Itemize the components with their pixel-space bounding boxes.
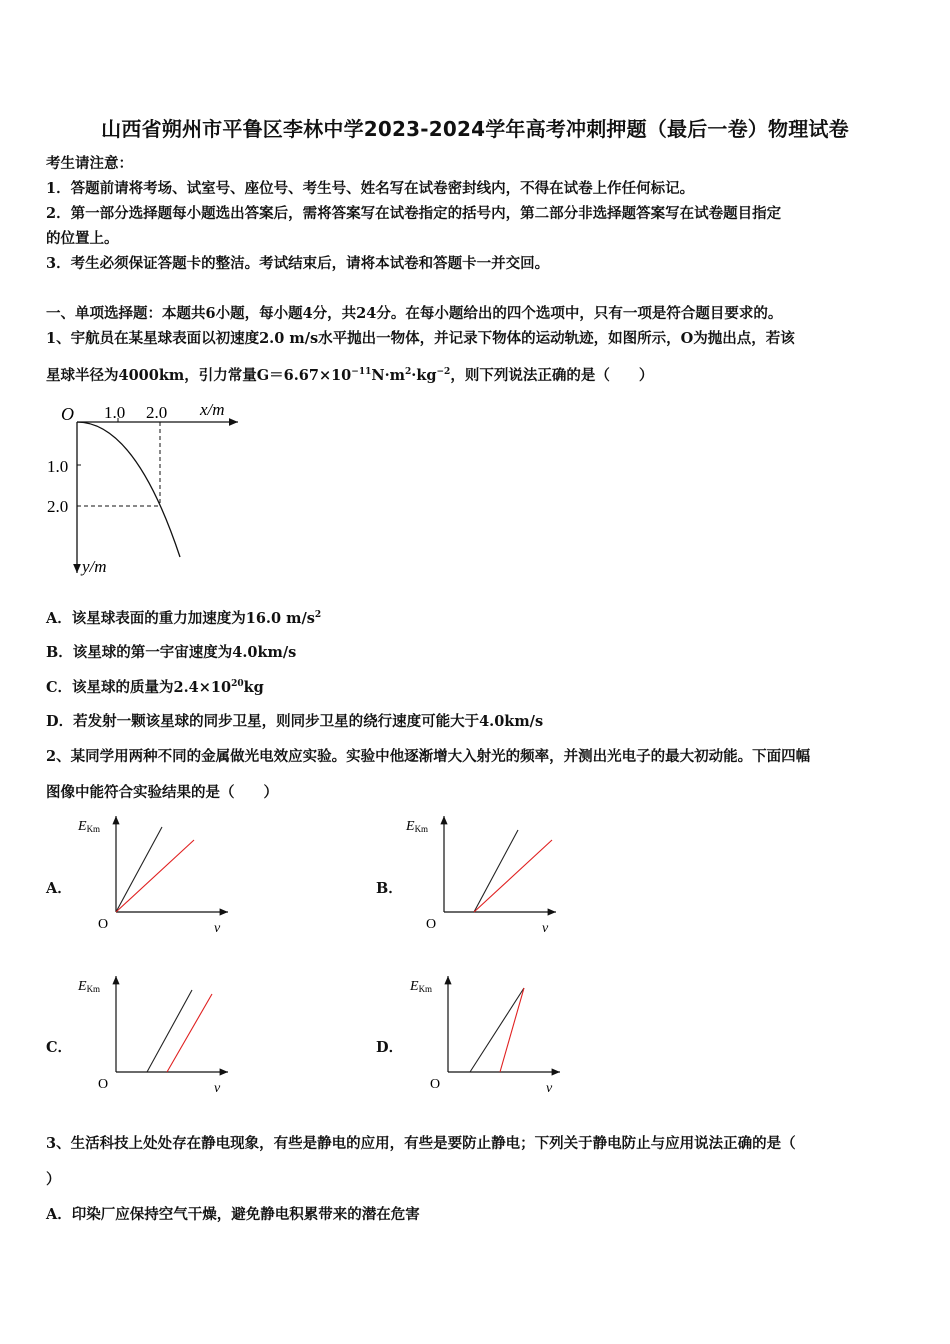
q2-graph-b bbox=[398, 810, 568, 935]
svg-text:O: O bbox=[98, 1077, 109, 1092]
line-metal-1 bbox=[147, 990, 192, 1072]
x-axis-label: x/m bbox=[200, 400, 225, 419]
line-metal-2 bbox=[167, 994, 212, 1072]
origin-label: O bbox=[61, 404, 74, 424]
trajectory-curve bbox=[77, 422, 180, 557]
svg-text:O: O bbox=[98, 917, 109, 932]
y-axis-label: y/m bbox=[82, 557, 107, 576]
x-tick-2: 2.0 bbox=[146, 403, 168, 422]
notice-item-1: 1．答题前请将考场、试室号、座位号、考生号、姓名写在试卷密封线内，不得在试卷上作任何标记。 bbox=[46, 180, 695, 197]
svg-text:EKm: EKm bbox=[78, 979, 101, 994]
y-tick-1: 1.0 bbox=[47, 457, 69, 476]
notice-item-3: 3．考生必须保证答题卡的整洁。考试结束后，请将本试卷和答题卡一并交回。 bbox=[46, 255, 550, 272]
y-tick-2: 2.0 bbox=[47, 497, 69, 516]
q2-option-b-label: B． bbox=[376, 880, 403, 897]
q3-stem-line2: ） bbox=[46, 1171, 61, 1188]
q1-stem-line1: 1、宇航员在某星球表面以初速度2.0 m/s水平抛出一物体，并记录下物体的运动轨迹，如图所示，O为抛出点，若该 bbox=[46, 330, 795, 347]
q2-graph-a bbox=[70, 810, 240, 935]
line-metal-2 bbox=[500, 988, 524, 1072]
q2-stem-line1: 2、某同学用两种不同的金属做光电效应实验。实验中他逐渐增大入射光的频率，并测出光电子的最大初动能。下面四幅 bbox=[46, 748, 811, 765]
svg-text:O: O bbox=[426, 917, 437, 932]
svg-text:EKm: EKm bbox=[410, 979, 433, 994]
notice-item-2-cont: 的位置上。 bbox=[46, 230, 119, 247]
notice-heading: 考生请注意： bbox=[46, 155, 133, 172]
q1-option-c: C．该星球的质量为$2.4\times 10^{20}kg$ bbox=[46, 679, 264, 696]
q1-option-b: B．该星球的第一宇宙速度为4.0km/s bbox=[46, 644, 297, 661]
svg-text:EKm: EKm bbox=[406, 819, 429, 834]
page-title: 山西省朔州市平鲁区李林中学2023-2024学年高考冲刺押题（最后一卷）物理试卷 bbox=[101, 117, 849, 141]
svg-text:O: O bbox=[430, 1077, 441, 1092]
svg-text:ν: ν bbox=[542, 921, 549, 935]
q2-option-a-label: A． bbox=[46, 880, 72, 897]
q1-trajectory-figure bbox=[40, 395, 260, 585]
q1-option-a: A．该星球表面的重力加速度为16.0 $m/s^2$ bbox=[46, 610, 322, 627]
line-metal-1 bbox=[474, 830, 518, 912]
svg-text:ν: ν bbox=[546, 1081, 553, 1095]
q3-option-a: A．印染厂应保持空气干燥，避免静电积累带来的潜在危害 bbox=[46, 1206, 420, 1223]
q3-stem-line1: 3、生活科技上处处存在静电现象，有些是静电的应用，有些是要防止静电；下列关于静电防止与应用说法正确的是（ bbox=[46, 1135, 796, 1152]
line-metal-1 bbox=[116, 827, 162, 912]
svg-text:ν: ν bbox=[214, 1081, 221, 1095]
q2-option-c-label: C． bbox=[46, 1039, 73, 1056]
svg-text:EKm: EKm bbox=[78, 819, 101, 834]
section-heading: 一、单项选择题：本题共6小题，每小题4分，共24分。在每小题给出的四个选项中，只有一项是符合题目要求的。 bbox=[46, 305, 783, 322]
q1-stem-line2: 星球半径为4000km，引力常量$G=6.67\times 10^{-11}N\cdot m^2\cdot kg^{-2}$，则下列说法正确的是（ ） bbox=[46, 367, 654, 384]
q2-graph-c bbox=[70, 970, 240, 1095]
notice-item-2: 2．第一部分选择题每小题选出答案后，需将答案写在试卷指定的括号内，第二部分非选择题答案写在试卷题目指定 bbox=[46, 205, 782, 222]
q2-stem-line2: 图像中能符合实验结果的是（ ） bbox=[46, 784, 278, 801]
q2-option-d-label: D． bbox=[376, 1039, 404, 1056]
q2-graph-d bbox=[402, 970, 572, 1095]
line-metal-2 bbox=[116, 840, 194, 912]
q1-option-d: D．若发射一颗该星球的同步卫星，则同步卫星的绕行速度可能大于4.0km/s bbox=[46, 713, 544, 730]
line-metal-2 bbox=[474, 840, 552, 912]
line-metal-1 bbox=[470, 988, 524, 1072]
x-tick-1: 1.0 bbox=[104, 403, 126, 422]
svg-text:ν: ν bbox=[214, 921, 221, 935]
